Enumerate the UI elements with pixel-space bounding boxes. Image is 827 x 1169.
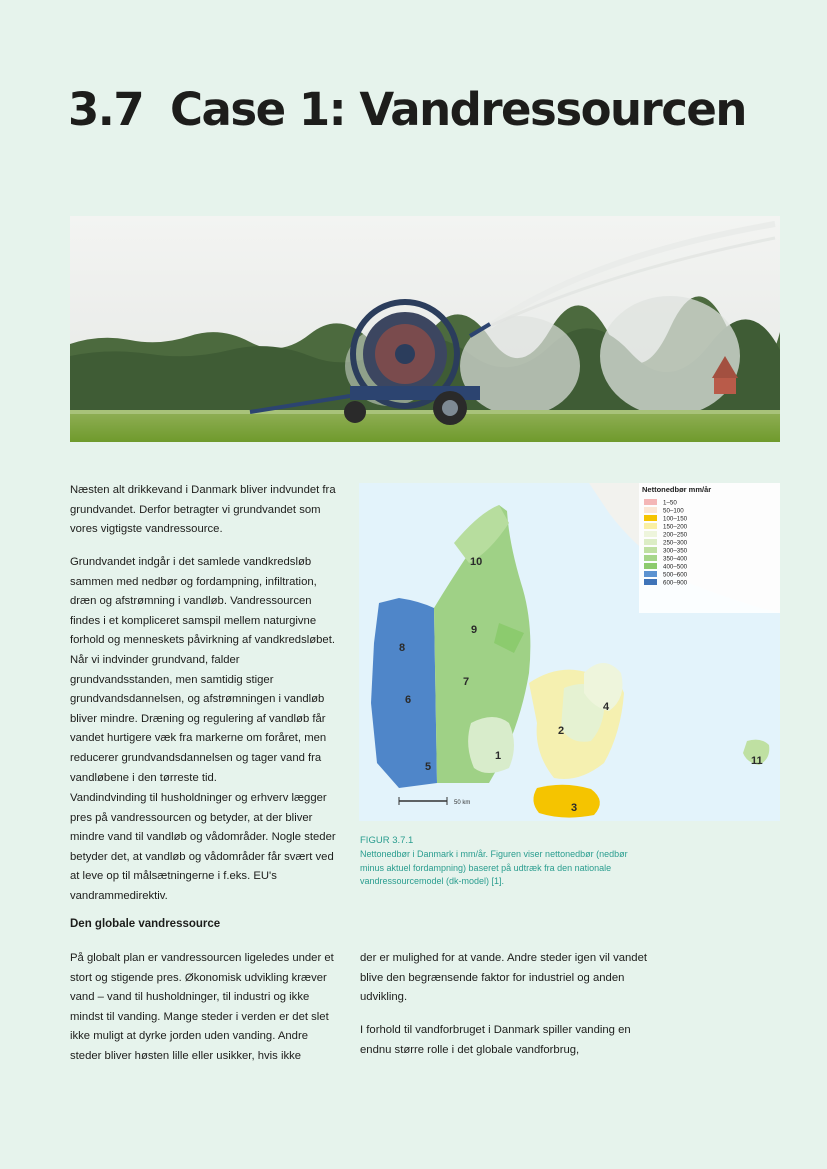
region-label-8: 8 (399, 642, 406, 654)
global-heading: Den globale vandressource (70, 918, 221, 930)
legend-swatch (644, 563, 657, 569)
map-funen (468, 717, 514, 773)
legend-label: 300–350 (663, 547, 688, 555)
intro-paragraph-1: Næsten alt drikkevand i Danmark bliver indvundet fra grundvandet. Derfor betragter vi grundvandet som vores vigtigste vandressource. (70, 484, 336, 536)
global-paragraph-1: På globalt plan er vandressourcen ligeledes under et stort og stigende pres. Økonomisk udvikling kræver vand – vand til husholdninger, til industri og ikke mindst til vanding. Mange steder i verden er det slet ikke muligt at dyrke jorden uden vanding. Andre steder bliver høsten lille eller usikker, hvis ikke (70, 952, 334, 1062)
page-title (68, 82, 746, 138)
intro-paragraph-3: Vandindvinding til husholdninger og erhverv lægger pres på vandressourcen og betyder, at der bliver mindre vand til vandløb og vådområder. Nogle steder betyder det, at vandløb og vådområder får svært ved at leve op til målsætningerne i f.eks. EU's vandrammedirektiv. (70, 792, 336, 902)
legend-label: 1–50 (663, 499, 677, 507)
legend-label: 200–250 (663, 531, 688, 539)
legend-label: 500–600 (663, 571, 688, 579)
section-title: Case 1: Vandressourcen (170, 83, 746, 136)
legend-swatch (644, 523, 657, 529)
irrigation-photo (70, 216, 780, 442)
net-precipitation-map (359, 483, 780, 821)
global-paragraph-2: der er mulighed for at vande. Andre steder igen vil vandet blive den begrænsende faktor for industriel og anden udvikling. (360, 952, 647, 1004)
map-west-jutland (371, 598, 437, 788)
legend-swatch (644, 579, 657, 585)
section-number: 3.7 (68, 83, 144, 136)
region-label-5: 5 (425, 761, 432, 773)
region-label-10: 10 (470, 556, 483, 568)
map-legend (644, 499, 688, 587)
legend-label: 400–500 (663, 563, 688, 571)
region-label-9: 9 (471, 624, 478, 636)
figure-caption: Nettonedbør i Danmark i mm/år. Figuren viser nettonedbør (nedbør minus aktuel fordampning) baseret på udtræk fra den nationale vandressourcemodel (dk-model) [1]. (360, 849, 628, 886)
legend-label: 50–100 (663, 507, 684, 515)
legend-label: 100–150 (663, 515, 688, 523)
legend-swatch (644, 507, 657, 513)
global-paragraph-3: I forhold til vandforbruget i Danmark spiller vanding en endnu større rolle i det globale vandforbrug, (360, 1024, 631, 1056)
region-label-2: 2 (558, 725, 565, 737)
map-scale-label: 50 km (454, 800, 471, 806)
region-label-6: 6 (405, 694, 412, 706)
map-lolland-falster (533, 785, 599, 818)
legend-swatch (644, 515, 657, 521)
region-label-11: 11 (751, 755, 763, 767)
intro-paragraph-2: Grundvandet indgår i det samlede vandkredsløb sammen med nedbør og fordampning, infiltration, dræn og afstrømning i vandløb. Vandressourcen findes i et kompliceret samspil mellem naturgivne forhold og menneskets påvirkning af vandkredsløbet. Når vi indvinder grundvand, falder grundvandsstanden, men samtidig stiger grundvandsdannelsen, og afstrømningen i vandløb bliver mindre. Dræning og regulering af vandløb får vandet hurtigere væk fra markerne om foråret, men reducerer grundvandsdannelsen og tager vand fra vandløbene i den tørreste tid. (70, 556, 335, 784)
legend-swatch (644, 539, 657, 545)
denmark-map (359, 483, 780, 821)
legend-swatch (644, 531, 657, 537)
legend-swatch (644, 499, 657, 505)
irrigation-photo-illustration (70, 216, 780, 442)
figure-label: FIGUR 3.7.1 (360, 835, 414, 846)
region-label-1: 1 (495, 750, 502, 762)
legend-title: Nettonedbør mm/år (642, 485, 712, 494)
legend-label: 350–400 (663, 555, 688, 563)
legend-swatch (644, 571, 657, 577)
legend-swatch (644, 555, 657, 561)
region-label-7: 7 (463, 676, 470, 688)
region-label-4: 4 (603, 701, 610, 713)
legend-label: 250–300 (663, 539, 688, 547)
legend-swatch (644, 547, 657, 553)
legend-label: 600–900 (663, 579, 688, 587)
legend-label: 150–200 (663, 523, 688, 531)
region-label-3: 3 (571, 802, 578, 814)
